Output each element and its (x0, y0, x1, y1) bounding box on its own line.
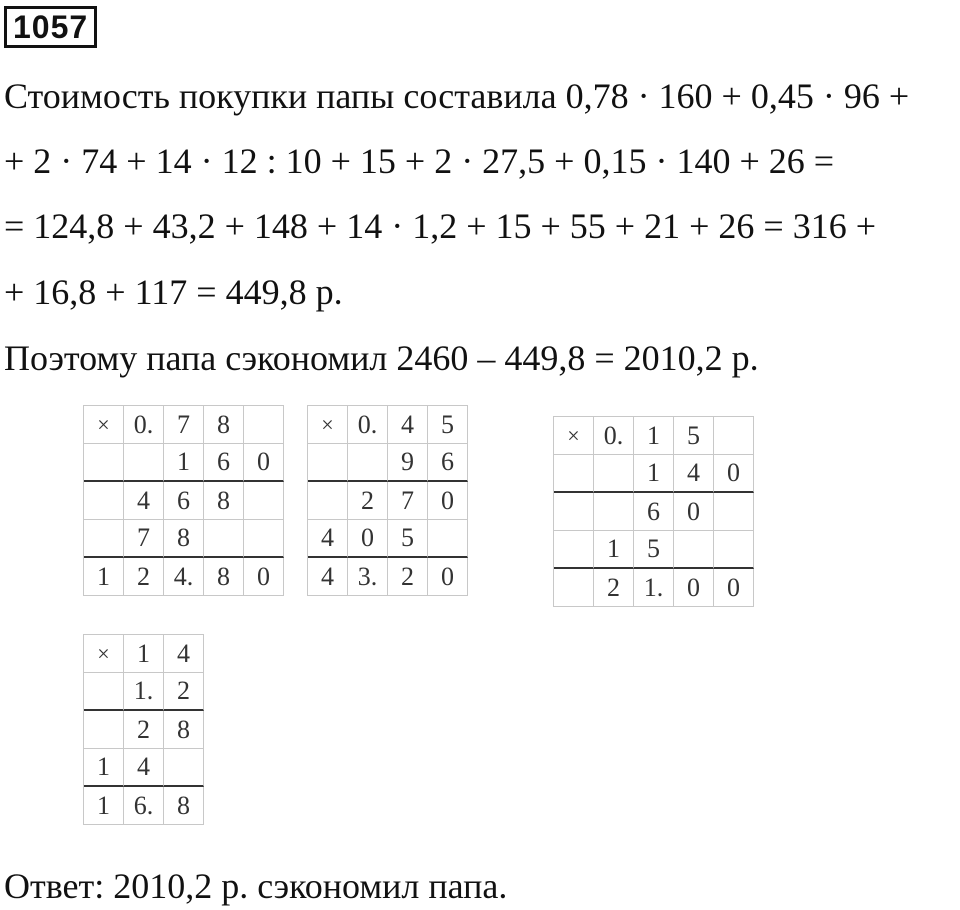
grid-cell: 4 (308, 520, 348, 558)
multiply-sign: × (308, 406, 348, 444)
grid-cell: 6 (204, 444, 244, 482)
grid-cell (674, 531, 714, 569)
grid-cell (554, 493, 594, 531)
grid-cell (554, 569, 594, 607)
grid-cell: 0 (714, 569, 754, 607)
grid-cell: 8 (164, 520, 204, 558)
grid-cell (308, 444, 348, 482)
grid-cell: 1 (84, 749, 124, 787)
grid-cell: 5 (388, 520, 428, 558)
grid-cell (594, 455, 634, 493)
grid-cell: 4 (124, 482, 164, 520)
grid-cell: 1 (124, 635, 164, 673)
multiply-sign: × (554, 417, 594, 455)
grid-cell (428, 520, 468, 558)
grid-cell: 0 (714, 455, 754, 493)
grid-cell: 1 (84, 787, 124, 825)
grid-cell (244, 482, 284, 520)
grid-cell: 2 (124, 558, 164, 596)
grid-cell: 5 (634, 531, 674, 569)
grid-cell: 1 (634, 455, 674, 493)
grid-cell: 0 (428, 558, 468, 596)
grid-cell (84, 711, 124, 749)
grid-cell (84, 482, 124, 520)
grid-cell: 4 (674, 455, 714, 493)
grid-cell: 7 (124, 520, 164, 558)
grid-cell (348, 444, 388, 482)
grid-cell (124, 444, 164, 482)
multiplication-grid (83, 634, 204, 825)
grid-cell: 2 (124, 711, 164, 749)
grid-cell: 0 (244, 444, 284, 482)
grid-cell (714, 531, 754, 569)
grid-cell: 1. (124, 673, 164, 711)
grid-cell: 0 (674, 493, 714, 531)
solution-line: + 2 · 74 + 14 · 12 : 10 + 15 + 2 · 27,5 + 0,15 · 140 + 26 = (4, 141, 835, 181)
grid-cell: 6 (164, 482, 204, 520)
grid-cell: 9 (388, 444, 428, 482)
grid-cell: 5 (428, 406, 468, 444)
grid-cell: 7 (388, 482, 428, 520)
grid-cell: 6 (634, 493, 674, 531)
grid-cell: 0. (348, 406, 388, 444)
grid-cell: 4 (164, 635, 204, 673)
solution-line: = 124,8 + 43,2 + 148 + 14 · 1,2 + 15 + 55 + 21 + 26 = 316 + (4, 206, 877, 246)
multiplication-grid (307, 405, 468, 596)
multiplication-grid (83, 405, 284, 596)
grid-cell: 2 (594, 569, 634, 607)
grid-cell: 1 (164, 444, 204, 482)
grid-cell: 6 (428, 444, 468, 482)
grid-cell: 5 (674, 417, 714, 455)
grid-cell: 8 (204, 482, 244, 520)
grid-cell: 2 (388, 558, 428, 596)
grid-cell: 4 (308, 558, 348, 596)
problem-number: 1057 (4, 6, 97, 48)
grid-cell: 0. (594, 417, 634, 455)
grid-cell (84, 520, 124, 558)
grid-cell: 1 (634, 417, 674, 455)
grid-cell: 4 (388, 406, 428, 444)
grid-cell: 2 (164, 673, 204, 711)
grid-cell (244, 406, 284, 444)
grid-cell: 1 (594, 531, 634, 569)
grid-cell: 4 (124, 749, 164, 787)
grid-cell (714, 493, 754, 531)
solution-line: + 16,8 + 117 = 449,8 р. (4, 272, 343, 312)
grid-cell (84, 673, 124, 711)
grid-cell (554, 455, 594, 493)
grid-cell (164, 749, 204, 787)
grid-cell (714, 417, 754, 455)
grid-cell: 8 (164, 787, 204, 825)
multiplication-grid (553, 416, 754, 607)
grid-cell: 7 (164, 406, 204, 444)
grid-cell: 0 (428, 482, 468, 520)
answer-line: Ответ: 2010,2 р. сэкономил папа. (4, 866, 508, 906)
grid-cell: 3. (348, 558, 388, 596)
grid-cell: 0 (674, 569, 714, 607)
grid-cell: 8 (204, 406, 244, 444)
grid-cell: 1. (634, 569, 674, 607)
grid-cell (554, 531, 594, 569)
grid-cell (204, 520, 244, 558)
grid-cell: 8 (204, 558, 244, 596)
grid-cell: 6. (124, 787, 164, 825)
grid-cell: 4. (164, 558, 204, 596)
grid-cell (308, 482, 348, 520)
grid-cell (594, 493, 634, 531)
solution-line: Стоимость покупки папы составила 0,78 · 160 + 0,45 · 96 + (4, 76, 910, 116)
grid-cell: 0. (124, 406, 164, 444)
grid-cell: 1 (84, 558, 124, 596)
grid-cell: 8 (164, 711, 204, 749)
multiply-sign: × (84, 635, 124, 673)
grid-cell: 0 (244, 558, 284, 596)
multiply-sign: × (84, 406, 124, 444)
grid-cell: 0 (348, 520, 388, 558)
solution-line: Поэтому папа сэкономил 2460 – 449,8 = 2010,2 р. (4, 338, 759, 378)
grid-cell (244, 520, 284, 558)
grid-cell (84, 444, 124, 482)
grid-cell: 2 (348, 482, 388, 520)
